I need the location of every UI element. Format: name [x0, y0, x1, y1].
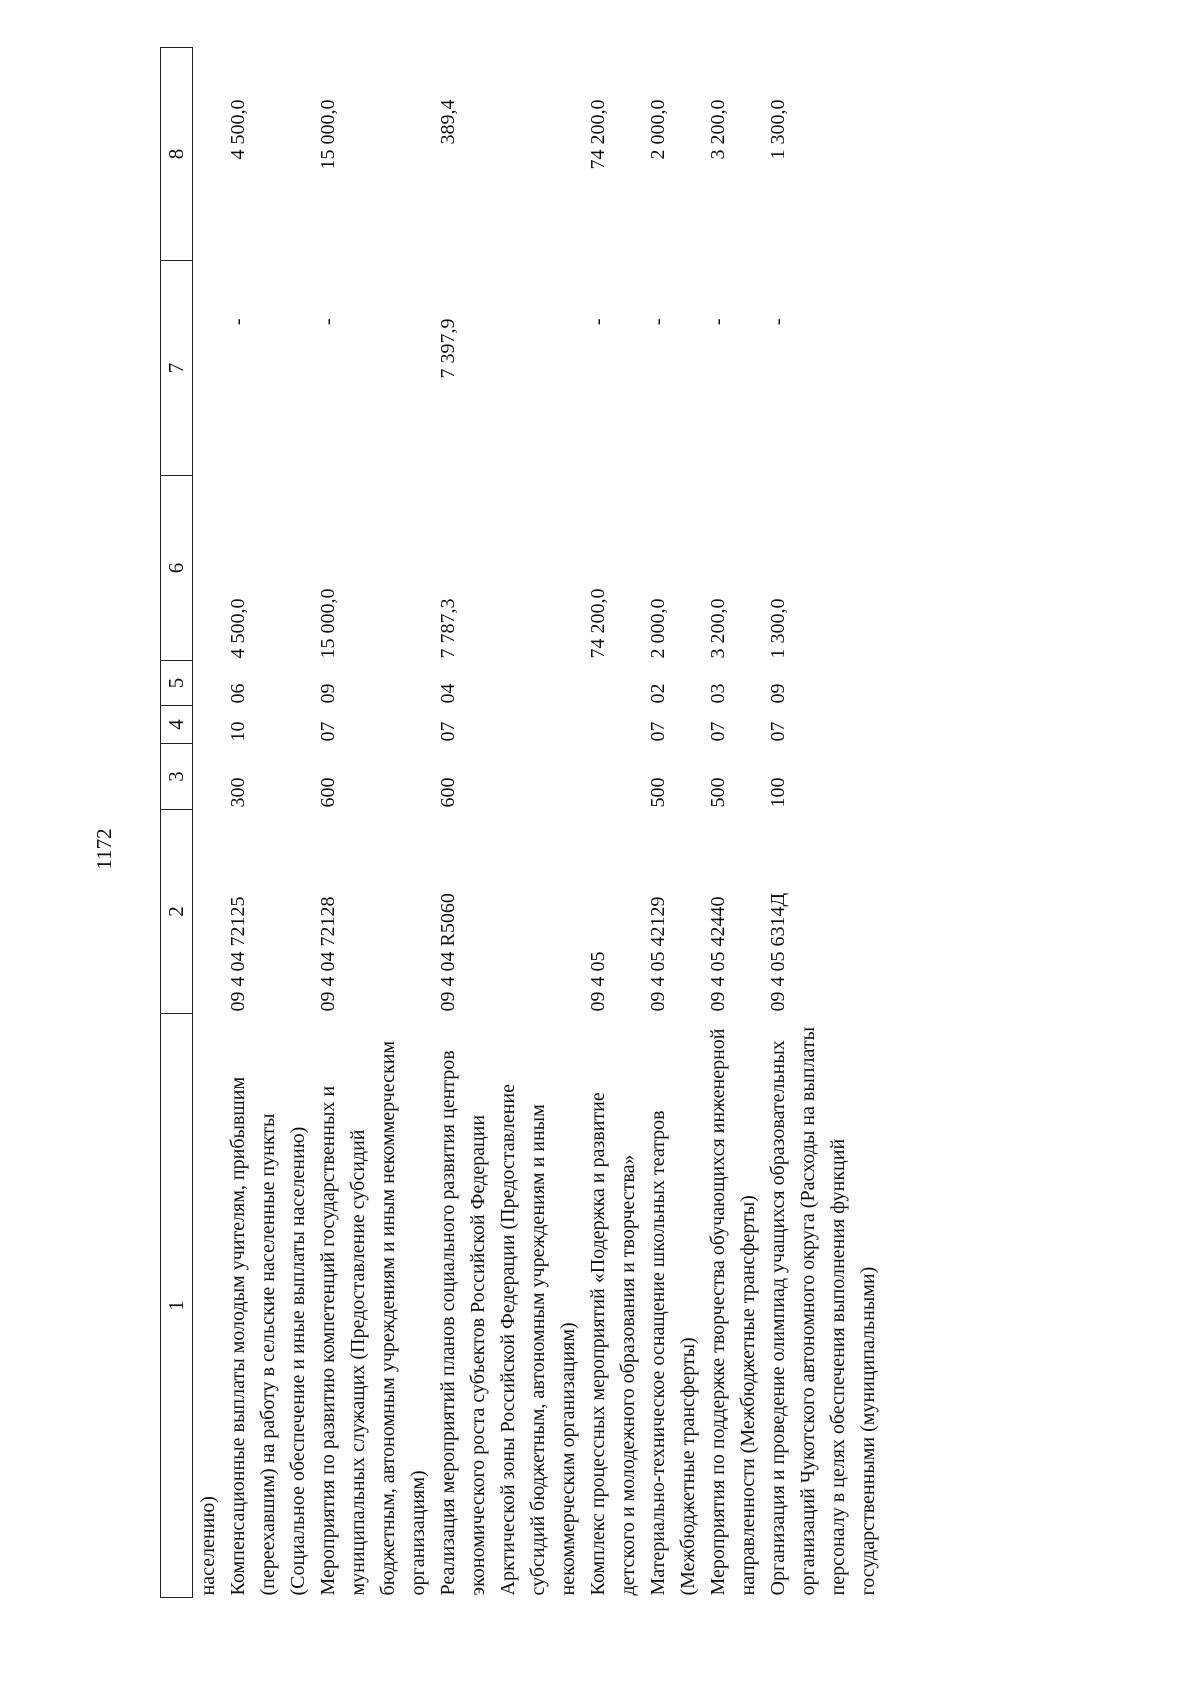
- column-header: 4: [161, 706, 193, 744]
- row-pr: 03: [707, 683, 729, 704]
- row-federal: 7 397,9: [437, 318, 459, 379]
- row-code: 09 4 05 42440: [707, 896, 729, 1012]
- row-federal: -: [647, 318, 669, 326]
- row-name: Реализация мероприятий планов социального развития центров экономического роста субъектов Российской Федерации Арктической зоны Российской Федерации (Предоставление субсидий бюджетным, автономным учреждениям и иным некоммерческим организациям): [437, 1050, 579, 1596]
- row-federal: -: [587, 318, 609, 326]
- row-regional: 2 000,0: [647, 99, 669, 160]
- row-pr: [583, 661, 643, 706]
- row-federal: -: [707, 318, 729, 326]
- row-regional: 3 200,0: [707, 99, 729, 160]
- row-total: 15 000,0: [317, 588, 339, 659]
- row-regional: 389,4: [437, 99, 459, 145]
- row-code: 09 4 05: [587, 951, 609, 1012]
- row-name: Мероприятия по поддержке творчества обучающихся инженерной направленности (Межбюджетные трансферты): [707, 1028, 759, 1596]
- column-header: 7: [161, 261, 193, 476]
- row-total: 4 500,0: [227, 598, 249, 659]
- budget-table: [160, 47, 883, 1598]
- row-regional: 1 300,0: [767, 99, 789, 160]
- table-row: [763, 48, 883, 1598]
- column-header: 1: [161, 1014, 193, 1598]
- row-pr: 04: [437, 683, 459, 704]
- row-name: Материально-техническое оснащение школьных театров (Межбюджетные трансферты): [647, 1110, 699, 1596]
- continuation-text: населению): [197, 1496, 219, 1596]
- row-rz: 07: [647, 721, 669, 742]
- row-vr: 600: [437, 777, 459, 808]
- row-regional: 15 000,0: [317, 99, 339, 170]
- column-header: 2: [161, 810, 193, 1014]
- row-total: 2 000,0: [647, 598, 669, 659]
- row-rz: 07: [317, 721, 339, 742]
- row-federal: -: [317, 318, 339, 326]
- table-row: [583, 48, 643, 1598]
- column-header: 5: [161, 661, 193, 706]
- row-federal: -: [767, 318, 789, 326]
- row-code: 09 4 05 6314Д: [767, 892, 789, 1012]
- row-pr: 06: [227, 683, 249, 704]
- table-header-row: [161, 48, 193, 1598]
- table-row: [703, 48, 763, 1598]
- row-vr: 500: [707, 777, 729, 808]
- row-name: Компенсационные выплаты молодым учителям, прибывшим (переехавшим) на работу в сельские населенные пункты (Социальное обеспечение и иные выплаты населению): [227, 1076, 309, 1596]
- column-header: 8: [161, 48, 193, 261]
- row-name: Организация и проведение олимпиад учащихся образовательных организаций Чукотского автономного округа (Расходы на выплаты персоналу в целях обеспечения выполнения функций государственными (муниципальными): [767, 1026, 879, 1596]
- row-total: 74 200,0: [587, 588, 609, 659]
- table-row: [313, 48, 433, 1598]
- row-code: 09 4 04 72128: [317, 896, 339, 1012]
- row-code: 09 4 04 72125: [227, 896, 249, 1012]
- row-pr: 02: [647, 683, 669, 704]
- row-pr: 09: [317, 683, 339, 704]
- table-row: [433, 48, 583, 1598]
- row-rz: 07: [437, 721, 459, 742]
- continuation-row: [193, 48, 224, 1598]
- row-vr: 600: [317, 777, 339, 808]
- row-rz: 07: [707, 721, 729, 742]
- row-regional: 74 200,0: [587, 99, 609, 170]
- column-header: 3: [161, 744, 193, 810]
- row-code: 09 4 04 R5060: [437, 893, 459, 1012]
- row-total: 3 200,0: [707, 598, 729, 659]
- table-row: [643, 48, 703, 1598]
- row-vr: 100: [767, 777, 789, 808]
- row-total: 1 300,0: [767, 598, 789, 659]
- row-vr: 300: [227, 777, 249, 808]
- row-vr: 500: [647, 777, 669, 808]
- row-pr: 09: [767, 683, 789, 704]
- budget-table-sheet: [160, 48, 1195, 1598]
- row-name: Мероприятия по развитию компетенций государственных и муниципальных служащих (Предоставление субсидий бюджетным, автономным учреждениям и иным некоммерческим организациям): [317, 1040, 429, 1596]
- row-rz: [583, 706, 643, 744]
- row-name: Комплекс процессных мероприятий «Подержка и развитие детского и молодежного образования и творчества»: [587, 1092, 639, 1596]
- row-vr: [583, 744, 643, 810]
- row-code: 09 4 05 42129: [647, 896, 669, 1012]
- page-number: 1172: [92, 828, 116, 870]
- row-federal: -: [227, 318, 249, 326]
- column-header: 6: [161, 476, 193, 661]
- row-regional: 4 500,0: [227, 99, 249, 160]
- row-rz: 10: [227, 721, 249, 742]
- table-row: [223, 48, 313, 1598]
- row-rz: 07: [767, 721, 789, 742]
- row-total: 7 787,3: [437, 598, 459, 659]
